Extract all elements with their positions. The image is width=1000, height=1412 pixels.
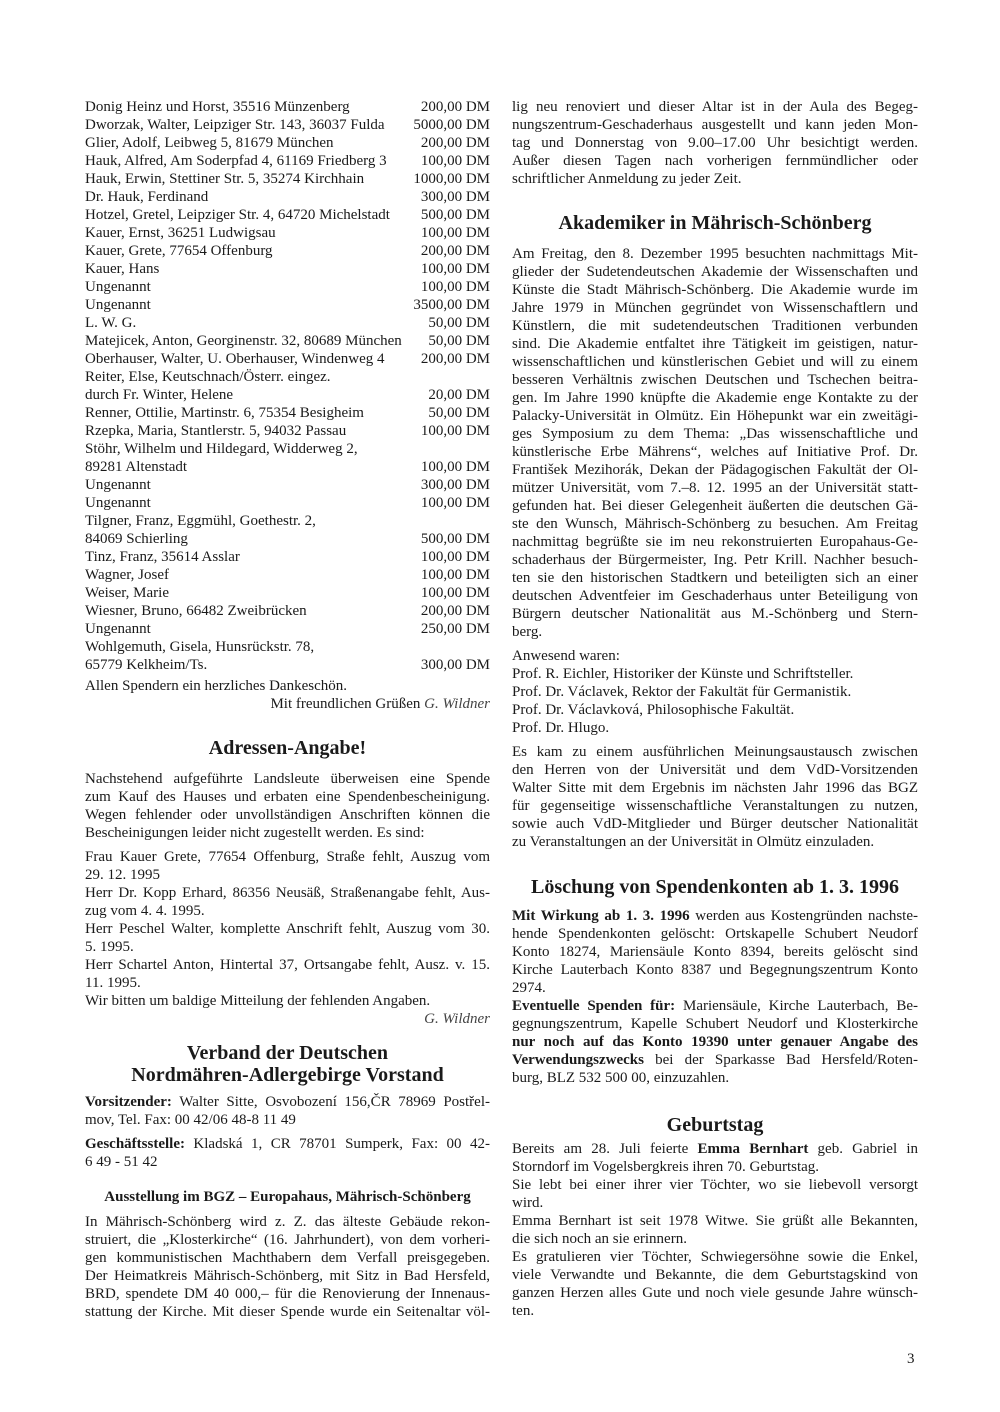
donor-name: L. W. G. xyxy=(85,315,137,331)
greeting-text: Mit freundlichen Grüßen xyxy=(270,696,425,712)
exhibition-section xyxy=(85,1188,490,1321)
donation-amount: 100,00 DM xyxy=(420,549,490,565)
donor-thanks xyxy=(85,677,490,713)
text-line xyxy=(512,925,918,943)
donation-amount: 20,00 DM xyxy=(428,387,490,403)
text-line: wird. xyxy=(512,1195,544,1211)
section-heading: Geburtstag xyxy=(666,1114,764,1136)
donation-row xyxy=(85,620,490,638)
donation-amount: 100,00 DM xyxy=(420,423,490,439)
donation-entry xyxy=(85,332,490,350)
text-line: wissenschaftlichen und künstlerischen Gebiet und will zu einem xyxy=(512,354,918,370)
donation-amount: 100,00 DM xyxy=(420,567,490,583)
donation-amount: 1000,00 DM xyxy=(413,171,490,187)
text-line: den Herren von der Universität und dem VdD-Vorsitzenden xyxy=(512,762,918,778)
donation-row xyxy=(85,584,490,602)
donation-row xyxy=(85,440,490,458)
text-line: ten sie den historischen Stadtkern und beteiligten sich an einer xyxy=(512,570,918,586)
text-line: berg. xyxy=(512,624,543,640)
donation-entry xyxy=(85,584,490,602)
text-line: 29. 12. 1995 xyxy=(85,867,160,883)
bold-segment: Eventuelle Spenden für: xyxy=(512,998,676,1014)
text-line xyxy=(512,1140,918,1158)
intro-paragraph xyxy=(85,770,490,842)
donor-name: Tilgner, Franz, Eggmühl, Goethestr. 2, xyxy=(85,513,316,529)
text-segment: Kirche Lauterbach Konto 8387 und Begegnungszentrum Konto xyxy=(512,962,918,978)
page-number: 3 xyxy=(907,1351,915,1367)
donation-amount: 200,00 DM xyxy=(420,99,490,115)
donation-entry xyxy=(85,224,490,242)
text-line xyxy=(512,1158,918,1176)
donation-entry xyxy=(85,422,490,440)
bold-segment: Vorsitzender: xyxy=(85,1094,172,1110)
text-line: für gegenseitige wissenschaftliche Veranstaltungen zu nutzen, xyxy=(512,798,918,814)
text-line: tag und Donnerstag von 9.00–17.00 Uhr besichtigt werden. xyxy=(512,135,918,151)
donor-name: 65779 Kelkheim/Ts. xyxy=(85,657,208,673)
donation-amount: 50,00 DM xyxy=(428,333,490,349)
text-segment: Mariensäule, Kirche Lauterbach, Be- xyxy=(675,998,918,1014)
text-line: nachmittag begrüßte sie im neu rekonstruierten Europahaus-Ge- xyxy=(512,534,918,550)
text-line: glieder der Sudetendeutschen Akademie der Wissenschaften und xyxy=(512,264,918,280)
donor-list xyxy=(85,98,490,674)
geburtstag-paragraph-3 xyxy=(512,1212,918,1248)
text-line: schriftlicher Anmeldung zu jeder Zeit. xyxy=(512,171,742,187)
donor-name: Ungenannt xyxy=(85,621,151,637)
donor-name: Dr. Hauk, Ferdinand xyxy=(85,189,209,205)
text-line xyxy=(85,1135,490,1153)
donation-row xyxy=(85,188,490,206)
text-line: gen. Im Jahre 1990 knüpfte die Akademie enge Kontakte zu der xyxy=(512,390,918,406)
text-line: Herr Peschel Walter, komplette Anschrift fehlt, Auszug vom 30. xyxy=(85,921,490,937)
present-label xyxy=(512,647,918,665)
text-line: zug vom 4. 4. 1995. xyxy=(85,903,205,919)
donation-row xyxy=(85,656,490,674)
donor-name: Rzepka, Maria, Stantlerstr. 5, 94032 Passau xyxy=(85,423,347,439)
donation-entry xyxy=(85,242,490,260)
text-line: gen kommunistischen Machthabern dem Verfall preisgegeben. xyxy=(85,1250,490,1266)
donation-entry xyxy=(85,566,490,584)
exhibition-paragraph xyxy=(85,1213,490,1321)
donation-entry xyxy=(85,134,490,152)
text-segment: mov, Tel. Fax: 00 42/06 48-8 11 49 xyxy=(85,1112,296,1128)
present-label-text: Anwesend waren: xyxy=(512,648,620,664)
donation-entry xyxy=(85,296,490,314)
donation-entry xyxy=(85,278,490,296)
text-segment: Konto 18274, Mariensäule Konto 8394, bereits gelöscht sind xyxy=(512,944,918,960)
donation-entry xyxy=(85,476,490,494)
text-line: zum Kauf des Hauses und erbaten eine Spendenbescheinigung. xyxy=(85,789,490,805)
donation-amount: 5000,00 DM xyxy=(413,117,490,133)
donor-name: 89281 Altenstadt xyxy=(85,459,188,475)
text-line xyxy=(512,943,918,961)
donor-name: Tinz, Franz, 35614 Asslar xyxy=(85,549,240,565)
paragraph xyxy=(85,920,490,956)
donation-entry xyxy=(85,512,490,548)
donor-name: Ungenannt xyxy=(85,477,151,493)
loeschung-paragraph-2 xyxy=(512,997,918,1087)
text-line: Herr Schartel Anton, Hintertal 37, Ortsangabe fehlt, Ausz. v. 15. xyxy=(85,957,490,973)
greeting xyxy=(85,695,490,713)
text-line: ganzen Herzen alles Gute und noch viele gesunde Jahre wünsch- xyxy=(512,1285,918,1301)
section-heading-line2: Nordmähren-Adlergebirge Vorstand xyxy=(131,1064,444,1086)
donation-amount: 100,00 DM xyxy=(420,153,490,169)
geburtstag-section xyxy=(512,1114,918,1320)
donation-entry xyxy=(85,548,490,566)
donation-amount: 100,00 DM xyxy=(420,225,490,241)
text-line: gefunden hat. Bei dieser Gelegenheit äußerten die deutschen Gä- xyxy=(512,498,918,514)
paragraph xyxy=(85,884,490,920)
text-line xyxy=(512,961,918,979)
text-line xyxy=(512,1033,918,1051)
donor-name: Hauk, Alfred, Am Soderpfad 4, 61169 Friedberg 3 xyxy=(85,153,387,169)
donation-amount: 250,00 DM xyxy=(420,621,490,637)
text-line xyxy=(512,997,918,1015)
section-heading-line1: Verband der Deutschen xyxy=(186,1042,389,1064)
text-line: Der Heimatkreis Mährisch-Schönberg, mit Sitz in Bad Hersfeld, xyxy=(85,1268,490,1284)
donation-amount: 200,00 DM xyxy=(420,135,490,151)
donation-row xyxy=(85,116,490,134)
text-line: Am Freitag, den 8. Dezember 1995 besuchten nachmittags Mit- xyxy=(512,246,918,262)
donation-row xyxy=(85,170,490,188)
geburtstag-paragraph-1 xyxy=(512,1140,918,1176)
donation-amount: 50,00 DM xyxy=(428,405,490,421)
text-line: sowie auch VdD-Mitglieder und Bürger deutscher Nationalität xyxy=(512,816,918,832)
text-line: František Mezihorák, Dekan der Pädagogischen Fakultät der Ol- xyxy=(512,462,918,478)
donor-name: Glier, Adolf, Leibweg 5, 81679 München xyxy=(85,135,334,151)
donation-row xyxy=(85,206,490,224)
donation-row xyxy=(85,530,490,548)
donor-name: Hotzel, Gretel, Leipziger Str. 4, 64720 Michelstadt xyxy=(85,207,390,223)
donation-row xyxy=(85,350,490,368)
text-segment: gegnungszentrum, Kapelle Schubert Neudorf und Klosterkirche xyxy=(512,1016,918,1032)
donation-entry xyxy=(85,314,490,332)
donation-row xyxy=(85,152,490,170)
donation-entry xyxy=(85,368,490,404)
paragraph xyxy=(85,848,490,884)
donation-row xyxy=(85,548,490,566)
donor-name: 84069 Schierling xyxy=(85,531,188,547)
donor-name: Oberhauser, Walter, U. Oberhauser, Windenweg 4 xyxy=(85,351,385,367)
present-list xyxy=(512,665,918,737)
donation-row xyxy=(85,512,490,530)
donor-name: Renner, Ottilie, Martinstr. 6, 75354 Besigheim xyxy=(85,405,364,421)
donation-row xyxy=(85,224,490,242)
text-segment: 6 49 - 51 42 xyxy=(85,1154,158,1170)
text-line: Nachstehend aufgeführte Landsleute überweisen eine Spende xyxy=(85,771,490,787)
text-line: Künste die Stadt Mährisch-Schönberg. Die Akademie wurde im xyxy=(512,282,918,298)
text-line: schaderhaus der Bürgermeister, Ing. Petr Krill. Nachher besuch- xyxy=(512,552,918,568)
text-line: die sich noch an sie erinnern. xyxy=(512,1231,687,1247)
text-line xyxy=(512,907,918,925)
text-line: Prof. Dr. Václavková, Philosophische Fakultät. xyxy=(512,702,795,718)
donation-entry xyxy=(85,350,490,368)
donation-row xyxy=(85,404,490,422)
text-line xyxy=(85,1111,490,1129)
donation-amount: 100,00 DM xyxy=(420,459,490,475)
text-line: stattung der Kirche. Mit dieser Spende wurde ein Seitenaltar völ- xyxy=(85,1304,490,1320)
section-heading: Akademiker in Mährisch-Schönberg xyxy=(558,212,872,234)
text-segment: Kladská 1, CR 78701 Sumperk, Fax: 00 42- xyxy=(184,1136,490,1152)
text-line xyxy=(512,1051,918,1069)
text-line: Bescheinigungen leider nicht zugestellt werden. Es sind: xyxy=(85,825,425,841)
text-line: ges Symposium zu dem Thema: „Das wissenschaftliche und xyxy=(512,426,918,442)
donation-amount: 200,00 DM xyxy=(420,603,490,619)
donation-row xyxy=(85,134,490,152)
donation-amount: 200,00 DM xyxy=(420,243,490,259)
donation-entry xyxy=(85,152,490,170)
donor-name: Kauer, Grete, 77654 Offenburg xyxy=(85,243,273,259)
donation-entry xyxy=(85,206,490,224)
text-line xyxy=(85,1093,490,1111)
donation-entry xyxy=(85,440,490,476)
text-line xyxy=(85,1153,490,1171)
donation-row xyxy=(85,386,490,404)
text-segment: hende Spendenkonten gelöscht: Ortskapelle Schubert Neudorf xyxy=(512,926,918,942)
address-section xyxy=(85,737,490,1028)
paragraph xyxy=(85,992,490,1010)
donation-entry xyxy=(85,188,490,206)
donor-name: Kauer, Ernst, 36251 Ludwigsau xyxy=(85,225,276,241)
text-line: Palacky-Universität in Olmütz. Ein Höhepunkt war ein zweitägi- xyxy=(512,408,918,424)
text-line xyxy=(512,979,918,997)
donation-row xyxy=(85,260,490,278)
signature: G. Wildner xyxy=(424,696,490,712)
donation-entry xyxy=(85,638,490,674)
result-paragraph xyxy=(512,743,918,851)
donation-row xyxy=(85,314,490,332)
donor-name: Dworzak, Walter, Leipziger Str. 143, 36037 Fulda xyxy=(85,117,385,133)
text-line: 5. 1995. xyxy=(85,939,134,955)
text-line: mützer Universität, vom 7.–8. 12. 1995 an der Universität statt- xyxy=(512,480,918,496)
donation-row xyxy=(85,566,490,584)
text-line xyxy=(512,1069,918,1087)
text-segment: 2974. xyxy=(512,980,546,996)
akademiker-paragraph xyxy=(512,245,918,641)
text-line: Außer diesen Tagen nach vorherigen fernmündlicher oder xyxy=(512,153,918,169)
donation-entry xyxy=(85,620,490,638)
donor-name: Wagner, Josef xyxy=(85,567,169,583)
text-line: Bürgern deutscher Nationalität aus M.-Schönberg und Stern- xyxy=(512,606,918,622)
bold-segment: Mit Wirkung ab 1. 3. 1996 xyxy=(512,908,690,924)
loeschung-paragraph-1 xyxy=(512,907,918,997)
geburtstag-paragraph-4 xyxy=(512,1248,918,1320)
text-line: zu Veranstaltungen an der Universität in Olmütz einzuladen. xyxy=(512,834,875,850)
text-line: BRD, spendete DM 40 000,– für die Renovierung der Innenaus- xyxy=(85,1286,490,1302)
text-segment: Bereits am 28. Juli feierte xyxy=(512,1141,698,1157)
donor-name: Kauer, Hans xyxy=(85,261,160,277)
text-segment: burg, BLZ 532 500 00, einzuzahlen. xyxy=(512,1070,730,1086)
bold-segment: Geschäftsstelle: xyxy=(85,1136,185,1152)
donation-row xyxy=(85,278,490,296)
text-line: Sie lebt bei einer ihrer vier Töchter, wo sie liebevoll versorgt xyxy=(512,1177,918,1193)
donation-row xyxy=(85,368,490,386)
text-line: Wir bitten um baldige Mitteilung der fehlenden Angaben. xyxy=(85,993,431,1009)
donation-row xyxy=(85,296,490,314)
donation-entry xyxy=(85,98,490,116)
text-line: Prof. Dr. Hlugo. xyxy=(512,720,610,736)
donor-name: Ungenannt xyxy=(85,495,151,511)
entries xyxy=(85,848,490,1010)
donor-name: durch Fr. Winter, Helene xyxy=(85,387,234,403)
signature xyxy=(85,1010,490,1028)
text-line: Prof. Dr. Václavek, Rektor der Fakultät für Germanistik. xyxy=(512,684,852,700)
text-line: nungszentrum-Geschaderhaus ausgestellt und kann jeden Mon- xyxy=(512,117,918,133)
text-line: Künstlern, die mit sudetendeutschen Traditionen verbunden xyxy=(512,318,918,334)
text-segment: bei der Sparkasse Bad Hersfeld/Roten- xyxy=(643,1052,918,1068)
chair-info xyxy=(85,1093,490,1129)
donation-amount: 50,00 DM xyxy=(428,315,490,331)
donation-row xyxy=(85,476,490,494)
donation-amount: 200,00 DM xyxy=(420,351,490,367)
donation-row xyxy=(85,458,490,476)
text-line: besseren Verhältnis zwischen Deutschen und Tschechen beitra- xyxy=(512,372,918,388)
donation-entry xyxy=(85,170,490,188)
donor-name: Ungenannt xyxy=(85,279,151,295)
donation-amount: 500,00 DM xyxy=(420,207,490,223)
donation-amount: 500,00 DM xyxy=(420,531,490,547)
donation-amount: 300,00 DM xyxy=(420,657,490,673)
donation-row xyxy=(85,494,490,512)
verband-section xyxy=(85,1042,490,1171)
text-line: viele Verwandte und Bekannte, die dem Geburtstagskind von xyxy=(512,1267,918,1283)
donor-name: Wiesner, Bruno, 66482 Zweibrücken xyxy=(85,603,307,619)
text-line: sind. Die Akademie entfaltet ihre Tätigkeit im geistigen, natur- xyxy=(512,336,918,352)
text-line: Es gratulieren vier Töchter, Schwiegersöhne sowie die Enkel, xyxy=(512,1249,918,1265)
text-line: ten. xyxy=(512,1303,535,1319)
donation-amount: 100,00 DM xyxy=(420,279,490,295)
donation-amount: 300,00 DM xyxy=(420,477,490,493)
thanks-text: Allen Spendern ein herzliches Dankeschön. xyxy=(85,678,347,694)
donor-name: Reiter, Else, Keutschnach/Österr. eingez. xyxy=(85,369,331,385)
donation-amount: 300,00 DM xyxy=(420,189,490,205)
donor-name: Stöhr, Wilhelm und Hildegard, Widderweg 2, xyxy=(85,441,358,457)
text-line: Wegen fehlender oder unvollständigen Anschriften können die xyxy=(85,807,490,823)
donation-row xyxy=(85,602,490,620)
donation-row xyxy=(85,422,490,440)
donation-row xyxy=(85,98,490,116)
text-segment: Walter Sitte, Osvobození 156,ČR 78969 Postřel- xyxy=(171,1094,490,1110)
donor-name: Hauk, Erwin, Stettiner Str. 5, 35274 Kirchhain xyxy=(85,171,365,187)
text-line: In Mährisch-Schönberg wird z. Z. das älteste Gebäude rekon- xyxy=(85,1214,490,1230)
geburtstag-paragraph-2 xyxy=(512,1176,918,1212)
bold-segment: nur noch auf das Konto 19390 unter genauer Angabe des xyxy=(512,1034,918,1050)
paragraph xyxy=(85,956,490,992)
section-heading: Löschung von Spendenkonten ab 1. 3. 1996 xyxy=(531,876,899,898)
donation-amount: 100,00 DM xyxy=(420,495,490,511)
donation-amount: 100,00 DM xyxy=(420,585,490,601)
donor-name: Donig Heinz und Horst, 35516 Münzenberg xyxy=(85,99,350,115)
text-line: Prof. R. Eichler, Historiker der Künste und Schriftsteller. xyxy=(512,666,854,682)
donor-name: Weiser, Marie xyxy=(85,585,169,601)
subsection-heading: Ausstellung im BGZ – Europahaus, Mährisch-Schönberg xyxy=(104,1189,471,1205)
text-line: Emma Bernhart ist seit 1978 Witwe. Sie grüßt alle Bekannten, xyxy=(512,1213,918,1229)
exhibition-continued xyxy=(512,98,918,188)
donation-row xyxy=(85,638,490,656)
donation-entry xyxy=(85,494,490,512)
akademiker-section xyxy=(512,212,918,851)
donor-name: Wohlgemuth, Gisela, Hunsrückstr. 78, xyxy=(85,639,315,655)
donor-name: Ungenannt xyxy=(85,297,151,313)
donation-entry xyxy=(85,602,490,620)
donation-amount: 3500,00 DM xyxy=(413,297,490,313)
donation-row xyxy=(85,332,490,350)
text-line: Walter Sitte mit dem Ergebnis im nächsten Jahr 1996 das BGZ xyxy=(512,780,918,796)
donation-row xyxy=(85,242,490,260)
donation-entry xyxy=(85,260,490,278)
text-line: deutschen Adventfeier im Geschaderhaus unter Beteiligung von xyxy=(512,588,918,604)
loeschung-section xyxy=(512,876,918,1087)
text-segment: geb. Gabriel in xyxy=(808,1141,918,1157)
text-line: Jahre 1979 in München gegründet von Wissenschaftlern und xyxy=(512,300,918,316)
text-segment: werden aus Kostengründen nachste- xyxy=(689,908,918,924)
text-line xyxy=(512,1015,918,1033)
bold-segment: Verwendungszwecks xyxy=(512,1052,644,1068)
text-line: Herr Dr. Kopp Erhard, 86356 Neusäß, Straßenangabe fehlt, Aus- xyxy=(85,885,490,901)
signature-text: G. Wildner xyxy=(424,1011,490,1027)
text-line: 11. 1995. xyxy=(85,975,141,991)
text-line: lig neu renoviert und dieser Altar ist in der Aula des Begeg- xyxy=(512,99,918,115)
text-line: Frau Kauer Grete, 77654 Offenburg, Straße fehlt, Auszug vom xyxy=(85,849,490,865)
donation-amount: 100,00 DM xyxy=(420,261,490,277)
donor-name: Matejicek, Anton, Georginenstr. 32, 80689 München xyxy=(85,333,402,349)
text-segment: Storndorf im Vogelsbergkreis ihren 70. Geburtstag. xyxy=(512,1159,820,1175)
text-line: künstlerische Erbe Mährens“, welches auf Initiative Prof. Dr. xyxy=(512,444,918,460)
bold-segment: Emma Bernhart xyxy=(697,1141,809,1157)
office-info xyxy=(85,1135,490,1171)
donation-entry xyxy=(85,116,490,134)
text-line: ste den Wunsch, Mährisch-Schönberg zu besuchen. Am Freitag xyxy=(512,516,918,532)
donation-entry xyxy=(85,404,490,422)
text-line: Es kam zu einem ausführlichen Meinungsaustausch zwischen xyxy=(512,744,918,760)
section-heading: Adressen-Angabe! xyxy=(208,737,367,759)
text-line: struiert, die „Klosterkirche“ (16. Jahrhundert), von dem vorheri- xyxy=(85,1232,490,1248)
